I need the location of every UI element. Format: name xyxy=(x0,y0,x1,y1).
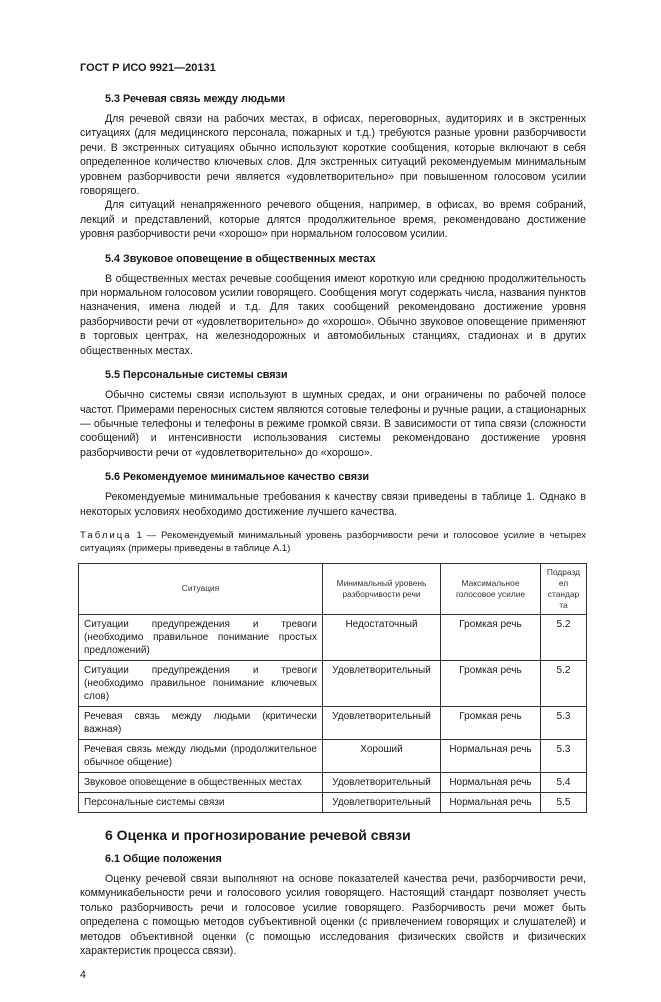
paragraph: Для ситуаций ненапряженного речевого общения, например, в офисах, во время собраний, лекций и представлений, которые длятся продолжительное время, рекомендовано достижение уровня разборчивости речи «хорошо» при нормальном голосовом усилии. xyxy=(80,199,586,241)
cell-max-effort: Громкая речь xyxy=(441,660,541,706)
page-number: 4 xyxy=(80,969,86,982)
table-row xyxy=(79,739,587,772)
table-caption xyxy=(80,529,586,555)
cell-max-effort: Громкая речь xyxy=(441,706,541,739)
paragraph: Для речевой связи на рабочих местах, в офисах, переговорных, аудиториях и в экстренных ситуациях (для медицинского персонала, пожарных и т.д.) требуются разные уровни разборчивости речи. В экстренных ситуациях обычно используют короткие сообщения, которые включают в себя определенное количество ключевых слов. Для экстренных ситуаций рекомендуемым минимальным уровнем разборчивости речи является «удовлетворительно» при повышенном голосовом усилии говорящего. xyxy=(80,113,586,198)
table-row xyxy=(79,660,587,706)
cell-min-level: Недостаточный xyxy=(323,614,441,660)
document-header: ГОСТ Р ИСО 9921—20131 xyxy=(80,62,216,74)
section-heading: 5.4 Звуковое оповещение в общественных местах xyxy=(105,252,376,265)
cell-subsection: 5.3 xyxy=(541,739,587,772)
column-header: Ситуация xyxy=(79,563,323,614)
section-5-4 xyxy=(80,252,586,358)
cell-min-level: Удовлетворительный xyxy=(323,660,441,706)
table-row xyxy=(79,772,587,792)
cell-subsection: 5.2 xyxy=(541,614,587,660)
table-1 xyxy=(78,563,587,813)
section-6-1 xyxy=(80,852,586,958)
cell-max-effort: Нормальная речь xyxy=(441,739,541,772)
table-row xyxy=(79,614,587,660)
paragraph: Рекомендуемые минимальные требования к качеству связи приведены в таблице 1. Однако в некоторых условиях необходимо достижение лучшего качества. xyxy=(80,491,586,518)
cell-situation: Речевая связь между людьми (критически важная) xyxy=(79,706,323,739)
cell-situation: Ситуации предупреждения и тревоги (необходимо правильное понимание простых предложений) xyxy=(79,614,323,660)
section-5-6 xyxy=(80,470,586,519)
section-5-5 xyxy=(80,368,586,460)
section-5-3 xyxy=(80,92,586,242)
table-caption-label: Таблица xyxy=(80,529,132,541)
document-page xyxy=(80,0,586,1002)
cell-min-level: Удовлетворительный xyxy=(323,772,441,792)
chapter-heading: 6 Оценка и прогнозирование речевой связи xyxy=(105,826,411,843)
table-row xyxy=(79,792,587,812)
section-heading: 5.6 Рекомендуемое минимальное качество связи xyxy=(105,471,370,484)
cell-situation: Звуковое оповещение в общественных местах xyxy=(79,772,323,792)
cell-max-effort: Нормальная речь xyxy=(441,772,541,792)
section-heading: 6.1 Общие положения xyxy=(105,852,222,865)
cell-subsection: 5.2 xyxy=(541,660,587,706)
column-header: Максимальное голосовое усилие xyxy=(441,563,541,614)
paragraph: Обычно системы связи используют в шумных средах, и они ограничены по рабочей полосе частот. Примерами переносных систем являются сотовые телефоны и ручные рации, а стационарных — обычные телефоны и телефоны в режиме громкой связи. В зависимости от типа связи (сложности сообщений) и интенсивности использования системы рекомендовано достижение уровня разборчивости речи от «удовлетворительно» до «хорошо». xyxy=(80,389,586,459)
cell-max-effort: Нормальная речь xyxy=(441,792,541,812)
paragraph: Оценку речевой связи выполняют на основе показателей качества речи, разборчивости речи, коммуникабельности речи и голосового усилия говорящего. Настоящий стандарт позволяет учесть только разборчивость речи и голосовое усилие говорящего. Разборчивость речи может быть определена с помощью методов субъективной оценки (с привлечением говорящих и слушателей) и методов объективной оценки (с помощью исследования физических свойств и физических характеристик процесса связи). xyxy=(80,872,586,957)
cell-max-effort: Громкая речь xyxy=(441,614,541,660)
cell-subsection: 5.5 xyxy=(541,792,587,812)
cell-min-level: Удовлетворительный xyxy=(323,792,441,812)
cell-min-level: Хороший xyxy=(323,739,441,772)
table-row xyxy=(79,706,587,739)
cell-situation: Речевая связь между людьми (продолжительное обычное общение) xyxy=(79,739,323,772)
cell-subsection: 5.3 xyxy=(541,706,587,739)
section-heading: 5.5 Персональные системы связи xyxy=(105,369,288,382)
cell-situation: Персональные системы связи xyxy=(79,792,323,812)
table-caption-text: 1 — Рекомендуемый минимальный уровень разборчивости речи и голосовое усилие в четырех ситуациях (примеры приведены в таблице А.1) xyxy=(80,529,586,554)
cell-min-level: Удовлетворительный xyxy=(323,706,441,739)
column-header: Минимальный уровень разборчивости речи xyxy=(323,563,441,614)
cell-subsection: 5.4 xyxy=(541,772,587,792)
table-header-row xyxy=(79,563,587,614)
section-heading: 5.3 Речевая связь между людьми xyxy=(105,93,286,105)
cell-situation: Ситуации предупреждения и тревоги (необходимо правильное понимание ключевых слов) xyxy=(79,660,323,706)
column-header: Подраздел стандарта xyxy=(541,563,587,614)
paragraph: В общественных местах речевые сообщения имеют короткую или среднюю продолжительность при нормальном голосовом усилии говорящего. Сообщения могут содержать числа, названия пунктов назначения, имена людей и т.д. Для таких сообщений рекомендовано достижение уровня разборчивости речи от «удовлетворительно» до «хорошо». Обычно звуковое оповещение применяют в торговых центрах, на железнодорожных и автомобильных станциях, стадионах и в других общественных местах. xyxy=(80,272,586,357)
